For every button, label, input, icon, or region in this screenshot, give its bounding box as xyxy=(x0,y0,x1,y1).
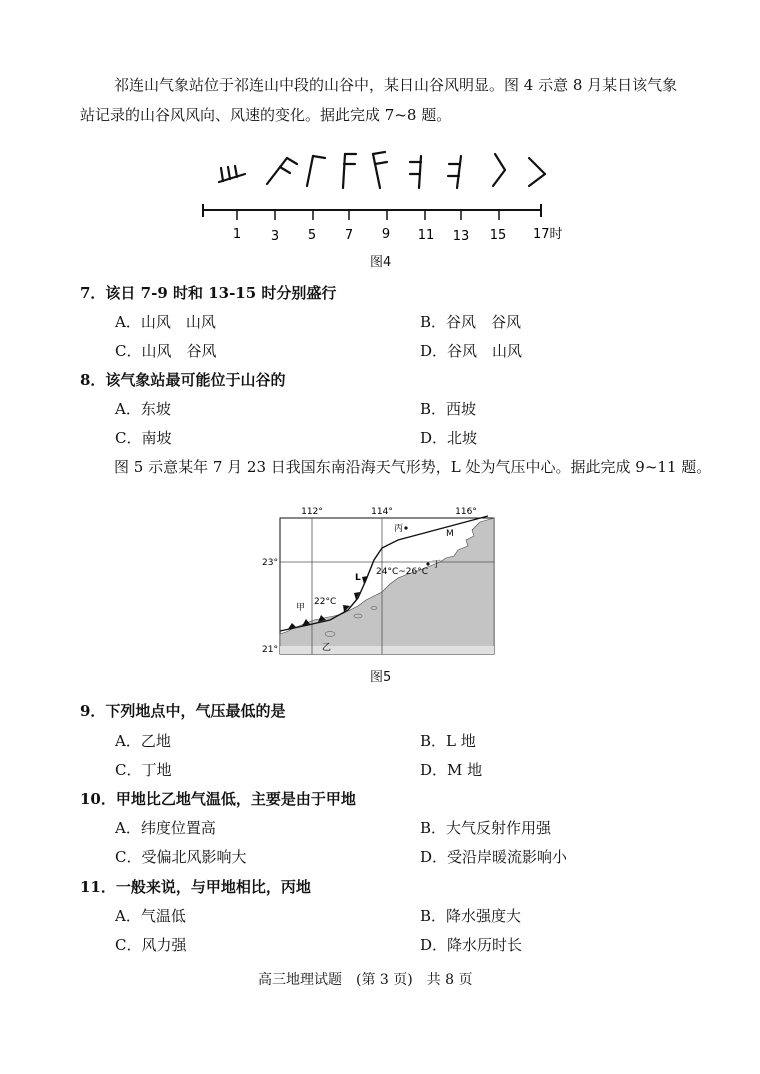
longitude-label: 114° xyxy=(371,507,393,517)
wind-barb xyxy=(410,156,421,188)
wind-barb xyxy=(219,166,245,182)
question-8-option-a[interactable]: A．东坡 xyxy=(115,400,171,418)
question-7-stem: 7．该日 7-9 时和 13-15 时分别盛行 xyxy=(80,284,337,302)
wind-barb xyxy=(267,158,297,184)
longitude-label: 112° xyxy=(301,507,323,517)
tick-label: 17时 xyxy=(533,227,563,242)
tick-label: 5 xyxy=(307,228,317,243)
question-9-stem: 9．下列地点中，气压最低的是 xyxy=(80,702,286,720)
tick-label: 13 xyxy=(452,229,470,244)
question-11-stem: 11．一般来说，与甲地相比，丙地 xyxy=(80,878,311,896)
page-footer: 高三地理试题 (第 3 页) 共 8 页 xyxy=(258,972,473,988)
time-axis xyxy=(203,204,541,220)
temperature-label: 22°C xyxy=(314,597,337,607)
tick-label: 9 xyxy=(381,227,391,242)
question-7-option-a[interactable]: A．山风 山风 xyxy=(115,313,216,331)
intro-line-1: 祁连山气象站位于祁连山中段的山谷中，某日山谷风明显。图 4 示意 8 月某日该气象 xyxy=(114,76,678,94)
tick-label: 1 xyxy=(232,227,242,242)
tick-label: 15 xyxy=(489,228,507,243)
tick-label: 11 xyxy=(417,228,435,243)
figure-5-map xyxy=(258,500,503,662)
wind-barb-chart xyxy=(195,142,575,252)
question-8-option-b[interactable]: B．西坡 xyxy=(420,400,477,418)
temperature-range-label: 24°C~26°C xyxy=(376,567,429,577)
wind-barb xyxy=(373,152,387,188)
question-7-option-c[interactable]: C．山风 谷风 xyxy=(115,342,217,360)
question-10-option-b[interactable]: B．大气反射作用强 xyxy=(420,819,552,837)
question-11-option-a[interactable]: A．气温低 xyxy=(115,907,186,925)
weather-map xyxy=(258,500,503,662)
pressure-center-l: L xyxy=(355,573,361,583)
tick-label: 3 xyxy=(270,229,280,244)
question-11-option-d[interactable]: D．降水历时长 xyxy=(420,936,523,954)
wind-barb xyxy=(448,156,461,188)
question-11-option-b[interactable]: B．降水强度大 xyxy=(420,907,522,925)
tick-label: 7 xyxy=(344,228,354,243)
latitude-label: 23° xyxy=(262,558,278,568)
place-label-ding: 丁 xyxy=(432,560,442,570)
question-10-option-a[interactable]: A．纬度位置高 xyxy=(115,819,216,837)
point-ding xyxy=(426,562,429,565)
latitude-label: 21° xyxy=(262,645,278,655)
wind-barb xyxy=(529,158,545,186)
intro-line-2: 站记录的山谷风风向、风速的变化。据此完成 7~8 题。 xyxy=(80,106,452,124)
place-label-m: M xyxy=(446,529,454,539)
wind-barb xyxy=(343,154,356,188)
question-7-option-b[interactable]: B．谷风 谷风 xyxy=(420,313,522,331)
figure-4-caption: 图4 xyxy=(370,255,392,270)
intro2-line-1: 图 5 示意某年 7 月 23 日我国东南沿海天气形势，L 处为气压中心。据此完成 9~11 题。 xyxy=(114,458,712,476)
question-9-option-d[interactable]: D．M 地 xyxy=(420,761,483,779)
figure-5-caption: 图5 xyxy=(370,670,392,685)
question-8-option-c[interactable]: C．南坡 xyxy=(115,429,172,447)
question-10-option-c[interactable]: C．受偏北风影响大 xyxy=(115,848,247,866)
question-9-option-a[interactable]: A．乙地 xyxy=(115,732,171,750)
longitude-label: 116° xyxy=(455,507,477,517)
place-label-yi: 乙 xyxy=(322,643,332,653)
question-8-option-d[interactable]: D．北坡 xyxy=(420,429,478,447)
place-label-jia: 甲 xyxy=(296,603,306,613)
question-10-stem: 10．甲地比乙地气温低，主要是由于甲地 xyxy=(80,790,356,808)
wind-barb xyxy=(493,154,505,186)
question-8-stem: 8．该气象站最可能位于山谷的 xyxy=(80,371,286,389)
question-7-option-d[interactable]: D．谷风 山风 xyxy=(420,342,523,360)
question-9-option-c[interactable]: C．丁地 xyxy=(115,761,172,779)
question-9-option-b[interactable]: B．L 地 xyxy=(420,732,476,750)
question-11-option-c[interactable]: C．风力强 xyxy=(115,936,187,954)
question-10-option-d[interactable]: D．受沿岸暖流影响小 xyxy=(420,848,568,866)
figure-4 xyxy=(195,142,575,252)
wind-barb xyxy=(307,156,325,186)
point-bing xyxy=(404,526,407,529)
place-label-bing: 丙 xyxy=(394,524,404,534)
